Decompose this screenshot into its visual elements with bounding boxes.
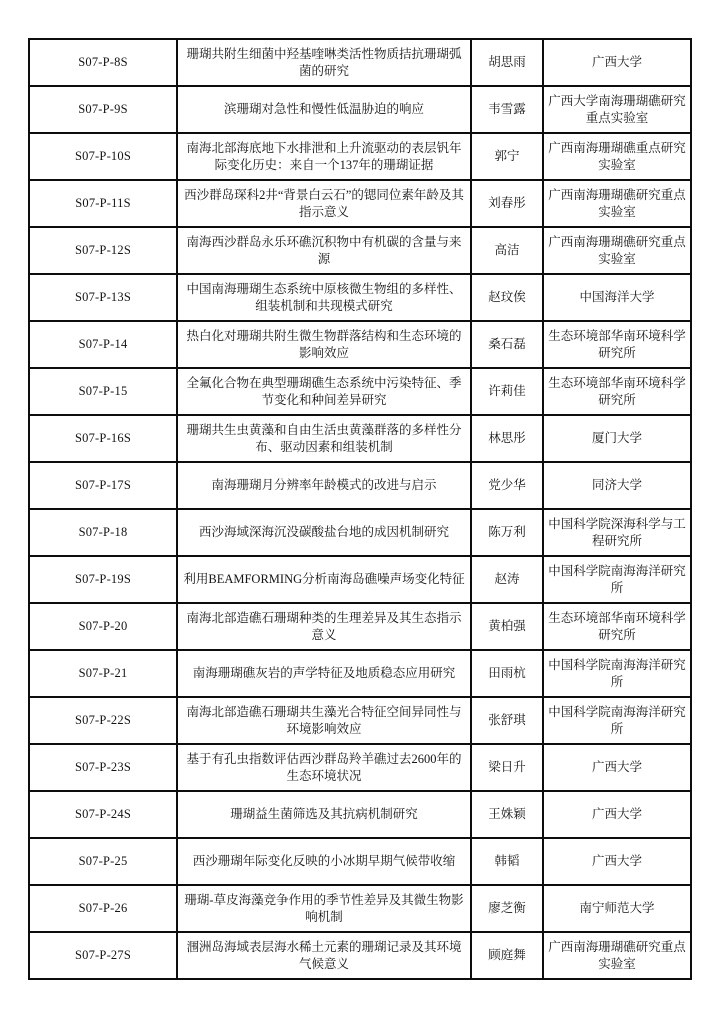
presenter-name-cell: 高洁 [471,227,543,274]
institution-cell: 同济大学 [543,462,691,509]
presenter-name-cell: 刘春彤 [471,180,543,227]
institution-cell: 广西南海珊瑚礁研究重点实验室 [543,227,691,274]
poster-title-cell: 珊瑚共生虫黄藻和自由生活虫黄藻群落的多样性分布、驱动因素和组装机制 [177,415,471,462]
institution-cell: 广西南海珊瑚礁重点研究实验室 [543,133,691,180]
presenter-name-cell: 胡思雨 [471,39,543,86]
poster-id-cell: S07-P-25 [29,838,177,885]
poster-title-cell: 南海北部海底地下水排泄和上升流驱动的表层钒年际变化历史：来自一个137年的珊瑚证据 [177,133,471,180]
presenter-name-cell: 廖芝衡 [471,885,543,932]
table-row [29,509,691,556]
presenter-name-cell: 王姝颖 [471,791,543,838]
poster-title-cell: 南海珊瑚礁灰岩的声学特征及地质稳态应用研究 [177,650,471,697]
poster-id-cell: S07-P-11S [29,180,177,227]
poster-title-cell: 滨珊瑚对急性和慢性低温胁迫的响应 [177,86,471,133]
institution-cell: 生态环境部华南环境科学研究所 [543,368,691,415]
poster-id-cell: S07-P-22S [29,697,177,744]
table-row [29,650,691,697]
presenter-name-cell: 许莉佳 [471,368,543,415]
presenter-name-cell: 党少华 [471,462,543,509]
poster-title-cell: 珊瑚共附生细菌中羟基喹啉类活性物质拮抗珊瑚弧菌的研究 [177,39,471,86]
table-row [29,932,691,979]
table-row [29,368,691,415]
table-row [29,885,691,932]
table-row [29,744,691,791]
institution-cell: 生态环境部华南环境科学研究所 [543,603,691,650]
poster-title-cell: 南海西沙群岛永乐环礁沉积物中有机碳的含量与来源 [177,227,471,274]
presenter-name-cell: 黄柏强 [471,603,543,650]
poster-title-cell: 涠洲岛海域表层海水稀土元素的珊瑚记录及其环境气候意义 [177,932,471,979]
poster-title-cell: 西沙珊瑚年际变化反映的小冰期早期气候带收缩 [177,838,471,885]
poster-title-cell: 珊瑚-草皮海藻竞争作用的季节性差异及其微生物影响机制 [177,885,471,932]
poster-id-cell: S07-P-10S [29,133,177,180]
poster-id-cell: S07-P-20 [29,603,177,650]
poster-title-cell: 南海北部造礁石珊瑚种类的生理差异及其生态指示意义 [177,603,471,650]
presenter-name-cell: 田雨杭 [471,650,543,697]
poster-title-cell: 热白化对珊瑚共附生微生物群落结构和生态环境的影响效应 [177,321,471,368]
poster-title-cell: 珊瑚益生菌筛选及其抗病机制研究 [177,791,471,838]
presenter-name-cell: 林思彤 [471,415,543,462]
poster-program-table [28,38,692,980]
institution-cell: 广西南海珊瑚礁研究重点实验室 [543,180,691,227]
table-row [29,556,691,603]
table-row [29,133,691,180]
presenter-name-cell: 陈万利 [471,509,543,556]
institution-cell: 中国科学院南海海洋研究所 [543,697,691,744]
poster-title-cell: 利用BEAMFORMING分析南海岛礁噪声场变化特征 [177,556,471,603]
poster-id-cell: S07-P-16S [29,415,177,462]
poster-title-cell: 全氟化合物在典型珊瑚礁生态系统中污染特征、季节变化和种间差异研究 [177,368,471,415]
poster-id-cell: S07-P-26 [29,885,177,932]
poster-title-cell: 西沙群岛琛科2井“背景白云石”的锶同位素年龄及其指示意义 [177,180,471,227]
poster-title-cell: 西沙海域深海沉没碳酸盐台地的成因机制研究 [177,509,471,556]
poster-id-cell: S07-P-27S [29,932,177,979]
presenter-name-cell: 郭宁 [471,133,543,180]
poster-title-cell: 基于有孔虫指数评估西沙群岛羚羊礁过去2600年的生态环境状况 [177,744,471,791]
poster-id-cell: S07-P-23S [29,744,177,791]
institution-cell: 中国科学院南海海洋研究所 [543,650,691,697]
poster-id-cell: S07-P-9S [29,86,177,133]
presenter-name-cell: 韩韬 [471,838,543,885]
table-row [29,791,691,838]
table-row [29,838,691,885]
presenter-name-cell: 张舒琪 [471,697,543,744]
poster-title-cell: 中国南海珊瑚生态系统中原核微生物组的多样性、组装机制和共现模式研究 [177,274,471,321]
poster-id-cell: S07-P-18 [29,509,177,556]
poster-id-cell: S07-P-15 [29,368,177,415]
table-row [29,274,691,321]
table-row [29,321,691,368]
institution-cell: 广西南海珊瑚礁研究重点实验室 [543,932,691,979]
table-row [29,415,691,462]
table-row [29,180,691,227]
poster-id-cell: S07-P-17S [29,462,177,509]
poster-id-cell: S07-P-14 [29,321,177,368]
institution-cell: 厦门大学 [543,415,691,462]
poster-title-cell: 南海北部造礁石珊瑚共生藻光合特征空间异同性与环境影响效应 [177,697,471,744]
presenter-name-cell: 赵玟俟 [471,274,543,321]
institution-cell: 中国科学院深海科学与工程研究所 [543,509,691,556]
presenter-name-cell: 赵涛 [471,556,543,603]
table-row [29,697,691,744]
presenter-name-cell: 顾庭舞 [471,932,543,979]
institution-cell: 中国海洋大学 [543,274,691,321]
table-row [29,462,691,509]
table-row [29,603,691,650]
poster-id-cell: S07-P-12S [29,227,177,274]
poster-id-cell: S07-P-13S [29,274,177,321]
poster-title-cell: 南海珊瑚月分辨率年龄模式的改进与启示 [177,462,471,509]
institution-cell: 广西大学 [543,39,691,86]
presenter-name-cell: 桑石磊 [471,321,543,368]
institution-cell: 南宁师范大学 [543,885,691,932]
presenter-name-cell: 韦雪露 [471,86,543,133]
institution-cell: 广西大学 [543,791,691,838]
poster-program-table-body [29,39,691,979]
institution-cell: 广西大学南海珊瑚礁研究重点实验室 [543,86,691,133]
institution-cell: 生态环境部华南环境科学研究所 [543,321,691,368]
poster-id-cell: S07-P-8S [29,39,177,86]
institution-cell: 中国科学院南海海洋研究所 [543,556,691,603]
poster-id-cell: S07-P-19S [29,556,177,603]
table-row [29,86,691,133]
poster-id-cell: S07-P-21 [29,650,177,697]
institution-cell: 广西大学 [543,744,691,791]
poster-id-cell: S07-P-24S [29,791,177,838]
presenter-name-cell: 梁日升 [471,744,543,791]
table-row [29,227,691,274]
table-row [29,39,691,86]
institution-cell: 广西大学 [543,838,691,885]
